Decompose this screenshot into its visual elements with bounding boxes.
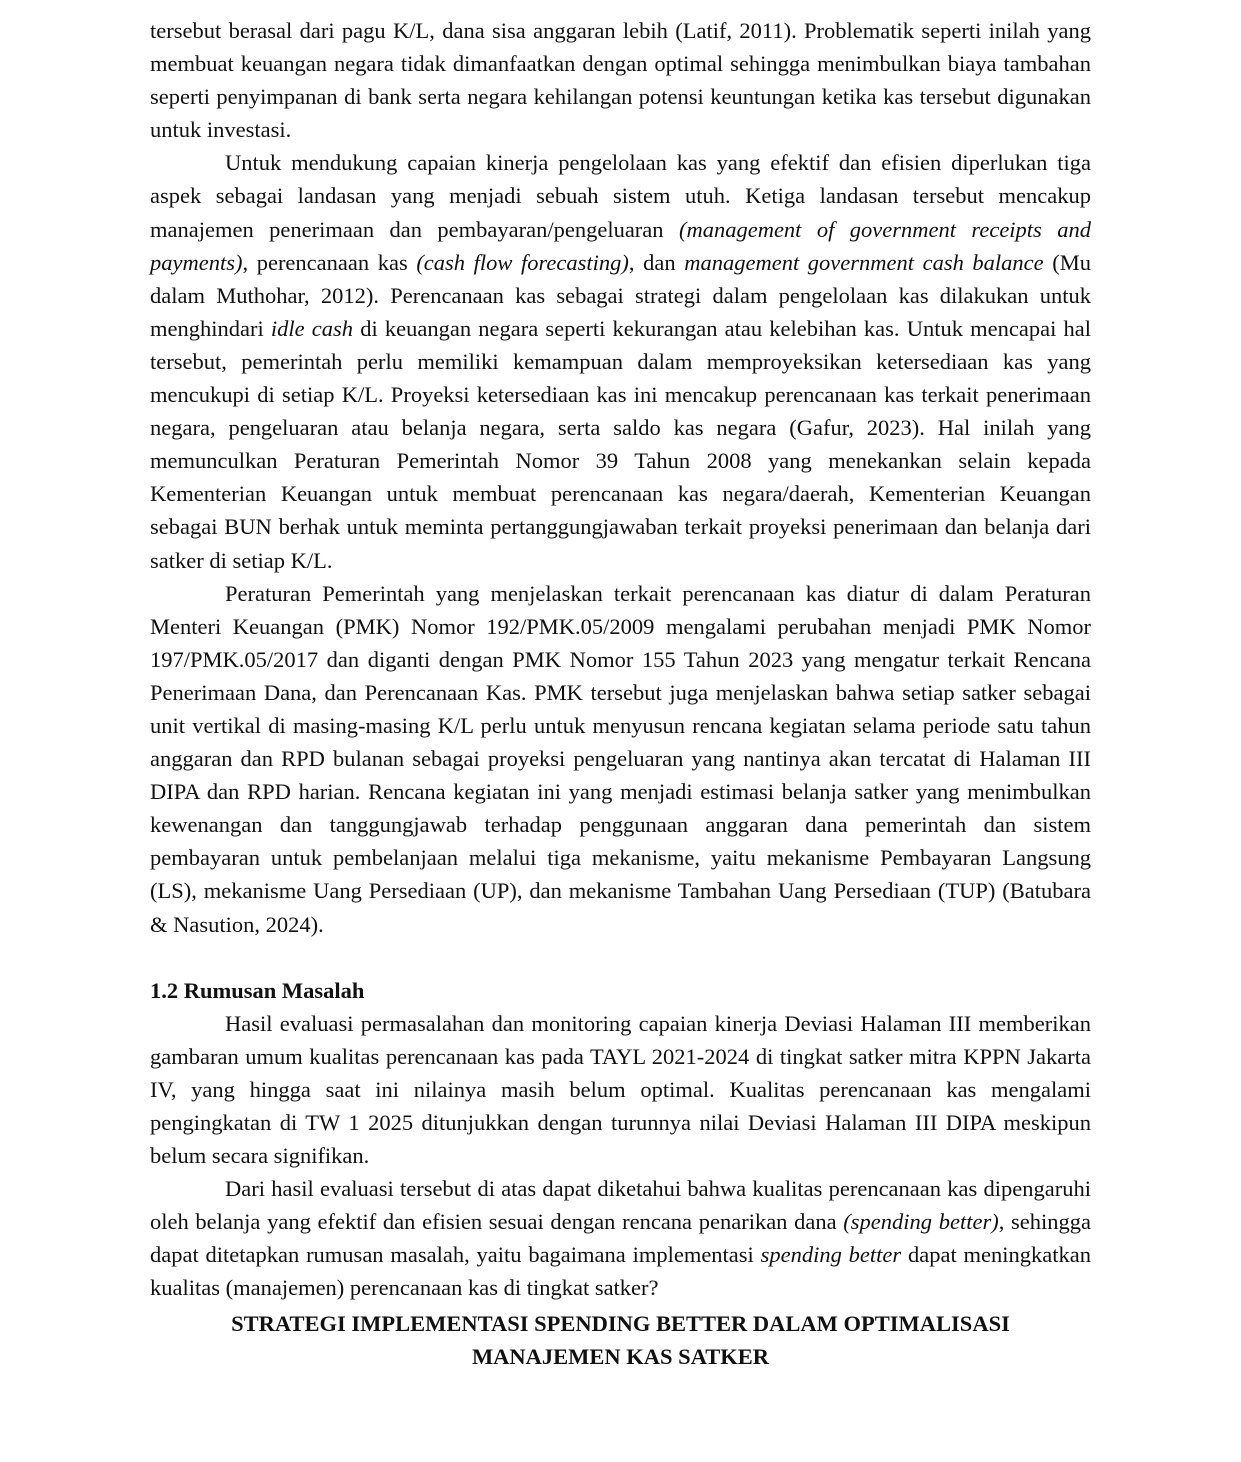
paragraph-2-text-5: di keuangan negara seperti kekurangan atau kelebihan kas. Untuk mencapai hal tersebut, pemerintah perlu memiliki kemampuan dalam memproyeksikan ketersediaan kas yang mencukupi di setiap K/L. Proyeksi ketersediaan kas ini mencakup perencanaan kas terkait penerimaan negara, pengeluaran atau belanja negara, serta saldo kas negara (Gafur, 2023). Hal inilah yang memunculkan Peraturan Pemerintah Nomor 39 Tahun 2008 yang menekankan selain kepada Kementerian Keuangan untuk membuat perencanaan kas negara/daerah, Kementerian Keuangan sebagai BUN berhak untuk meminta pertanggungjawaban terkait proyeksi penerimaan dan belanja dari satker di setiap K/L. bbox=[150, 315, 1091, 573]
paragraph-5 bbox=[150, 1172, 1091, 1304]
paragraph-4 bbox=[150, 1007, 1091, 1172]
paragraph-2-text-1: Untuk mendukung capaian kinerja pengelolaan kas yang efektif dan efisien diperlukan tiga aspek sebagai landasan yang menjadi sebuah sistem utuh. Ketiga landasan tersebut mencakup manajemen penerimaan dan pembayaran/pengeluaran bbox=[150, 150, 1091, 242]
paragraph-5-text-2: , sehingga dapat ditetapkan rumusan masalah, yaitu bagaimana implementasi bbox=[150, 1209, 1091, 1268]
paragraph-2-text-2: , perencanaan kas bbox=[242, 249, 417, 275]
footer-title-line-2: MANAJEMEN KAS SATKER bbox=[471, 1343, 770, 1369]
paragraph-3 bbox=[150, 577, 1091, 941]
paragraph-5-text-3: dapat meningkatkan kualitas (manajemen) perencanaan kas di tingkat satker? bbox=[150, 1242, 1091, 1301]
paragraph-2-italic-2: (cash flow forecasting) bbox=[416, 249, 629, 275]
paragraph-2-text-3: , dan bbox=[628, 249, 685, 275]
paragraph-2-italic-1: (management of government receipts and payments) bbox=[150, 216, 1091, 275]
paragraph-5-text-1: Dari hasil evaluasi tersebut di atas dapat diketahui bahwa kualitas perencanaan kas dipengaruhi oleh belanja yang efektif dan efisien sesuai dengan rencana penarikan dana bbox=[150, 1176, 1091, 1235]
footer-title-line-1: STRATEGI IMPLEMENTASI SPENDING BETTER DALAM OPTIMALISASI bbox=[231, 1310, 1010, 1336]
paragraph-2 bbox=[150, 146, 1091, 576]
paragraph-1 bbox=[150, 14, 1091, 146]
paragraph-4-text: Hasil evaluasi permasalahan dan monitoring capaian kinerja Deviasi Halaman III memberikan gambaran umum kualitas perencanaan kas pada TAYL 2021-2024 di tingkat satker mitra KPPN Jakarta IV, yang hingga saat ini nilainya masih belum optimal. Kualitas perencanaan kas mengalami pengingkatan di TW 1 2025 ditunjukkan dengan turunnya nilai Deviasi Halaman III DIPA meskipun belum secara signifikan. bbox=[150, 1010, 1091, 1169]
blank-line bbox=[150, 941, 1091, 974]
paragraph-2-italic-3: management government cash balance bbox=[684, 249, 1044, 275]
section-heading: 1.2 Rumusan Masalah bbox=[150, 977, 365, 1003]
paragraph-5-italic-2: spending better bbox=[760, 1242, 902, 1268]
paragraph-1-text: tersebut berasal dari pagu K/L, dana sisa anggaran lebih (Latif, 2011). Problematik seperti inilah yang membuat keuangan negara tidak dimanfaatkan dengan optimal sehingga menimbulkan biaya tambahan seperti penyimpanan di bank serta negara kehilangan potensi keuntungan ketika kas tersebut digunakan untuk investasi. bbox=[150, 18, 1091, 143]
paragraph-3-text: Peraturan Pemerintah yang menjelaskan terkait perencanaan kas diatur di dalam Peraturan Menteri Keuangan (PMK) Nomor 192/PMK.05/2009 mengalami perubahan menjadi PMK Nomor 197/PMK.05/2017 dan diganti dengan PMK Nomor 155 Tahun 2023 yang mengatur terkait Rencana Penerimaan Dana, dan Perencanaan Kas. PMK tersebut juga menjelaskan bahwa setiap satker sebagai unit vertikal di masing-masing K/L perlu untuk menyusun rencana kegiatan selama periode satu tahun anggaran dan RPD bulanan sebagai proyeksi pengeluaran yang nantinya akan tercatat di Halaman III DIPA dan RPD harian. Rencana kegiatan ini yang menjadi estimasi belanja satker yang menimbulkan kewenangan dan tanggungjawab terhadap penggunaan anggaran dana pemerintah dan sistem pembayaran untuk pembelanjaan melalui tiga mekanisme, yaitu mekanisme Pembayaran Langsung (LS), mekanisme Uang Persediaan (UP), dan mekanisme Tambahan Uang Persediaan (TUP) (Batubara & Nasution, 2024). bbox=[150, 580, 1091, 937]
paragraph-2-italic-4: idle cash bbox=[270, 315, 354, 341]
document-page bbox=[150, 14, 1091, 1373]
paragraph-5-italic-1: (spending better) bbox=[843, 1209, 999, 1235]
footer-title bbox=[150, 1307, 1091, 1373]
paragraph-2-text-4: (Mu dalam Muthohar, 2012). Perencanaan kas sebagai strategi dalam pengelolaan kas dilakukan untuk menghindari bbox=[150, 249, 1092, 341]
